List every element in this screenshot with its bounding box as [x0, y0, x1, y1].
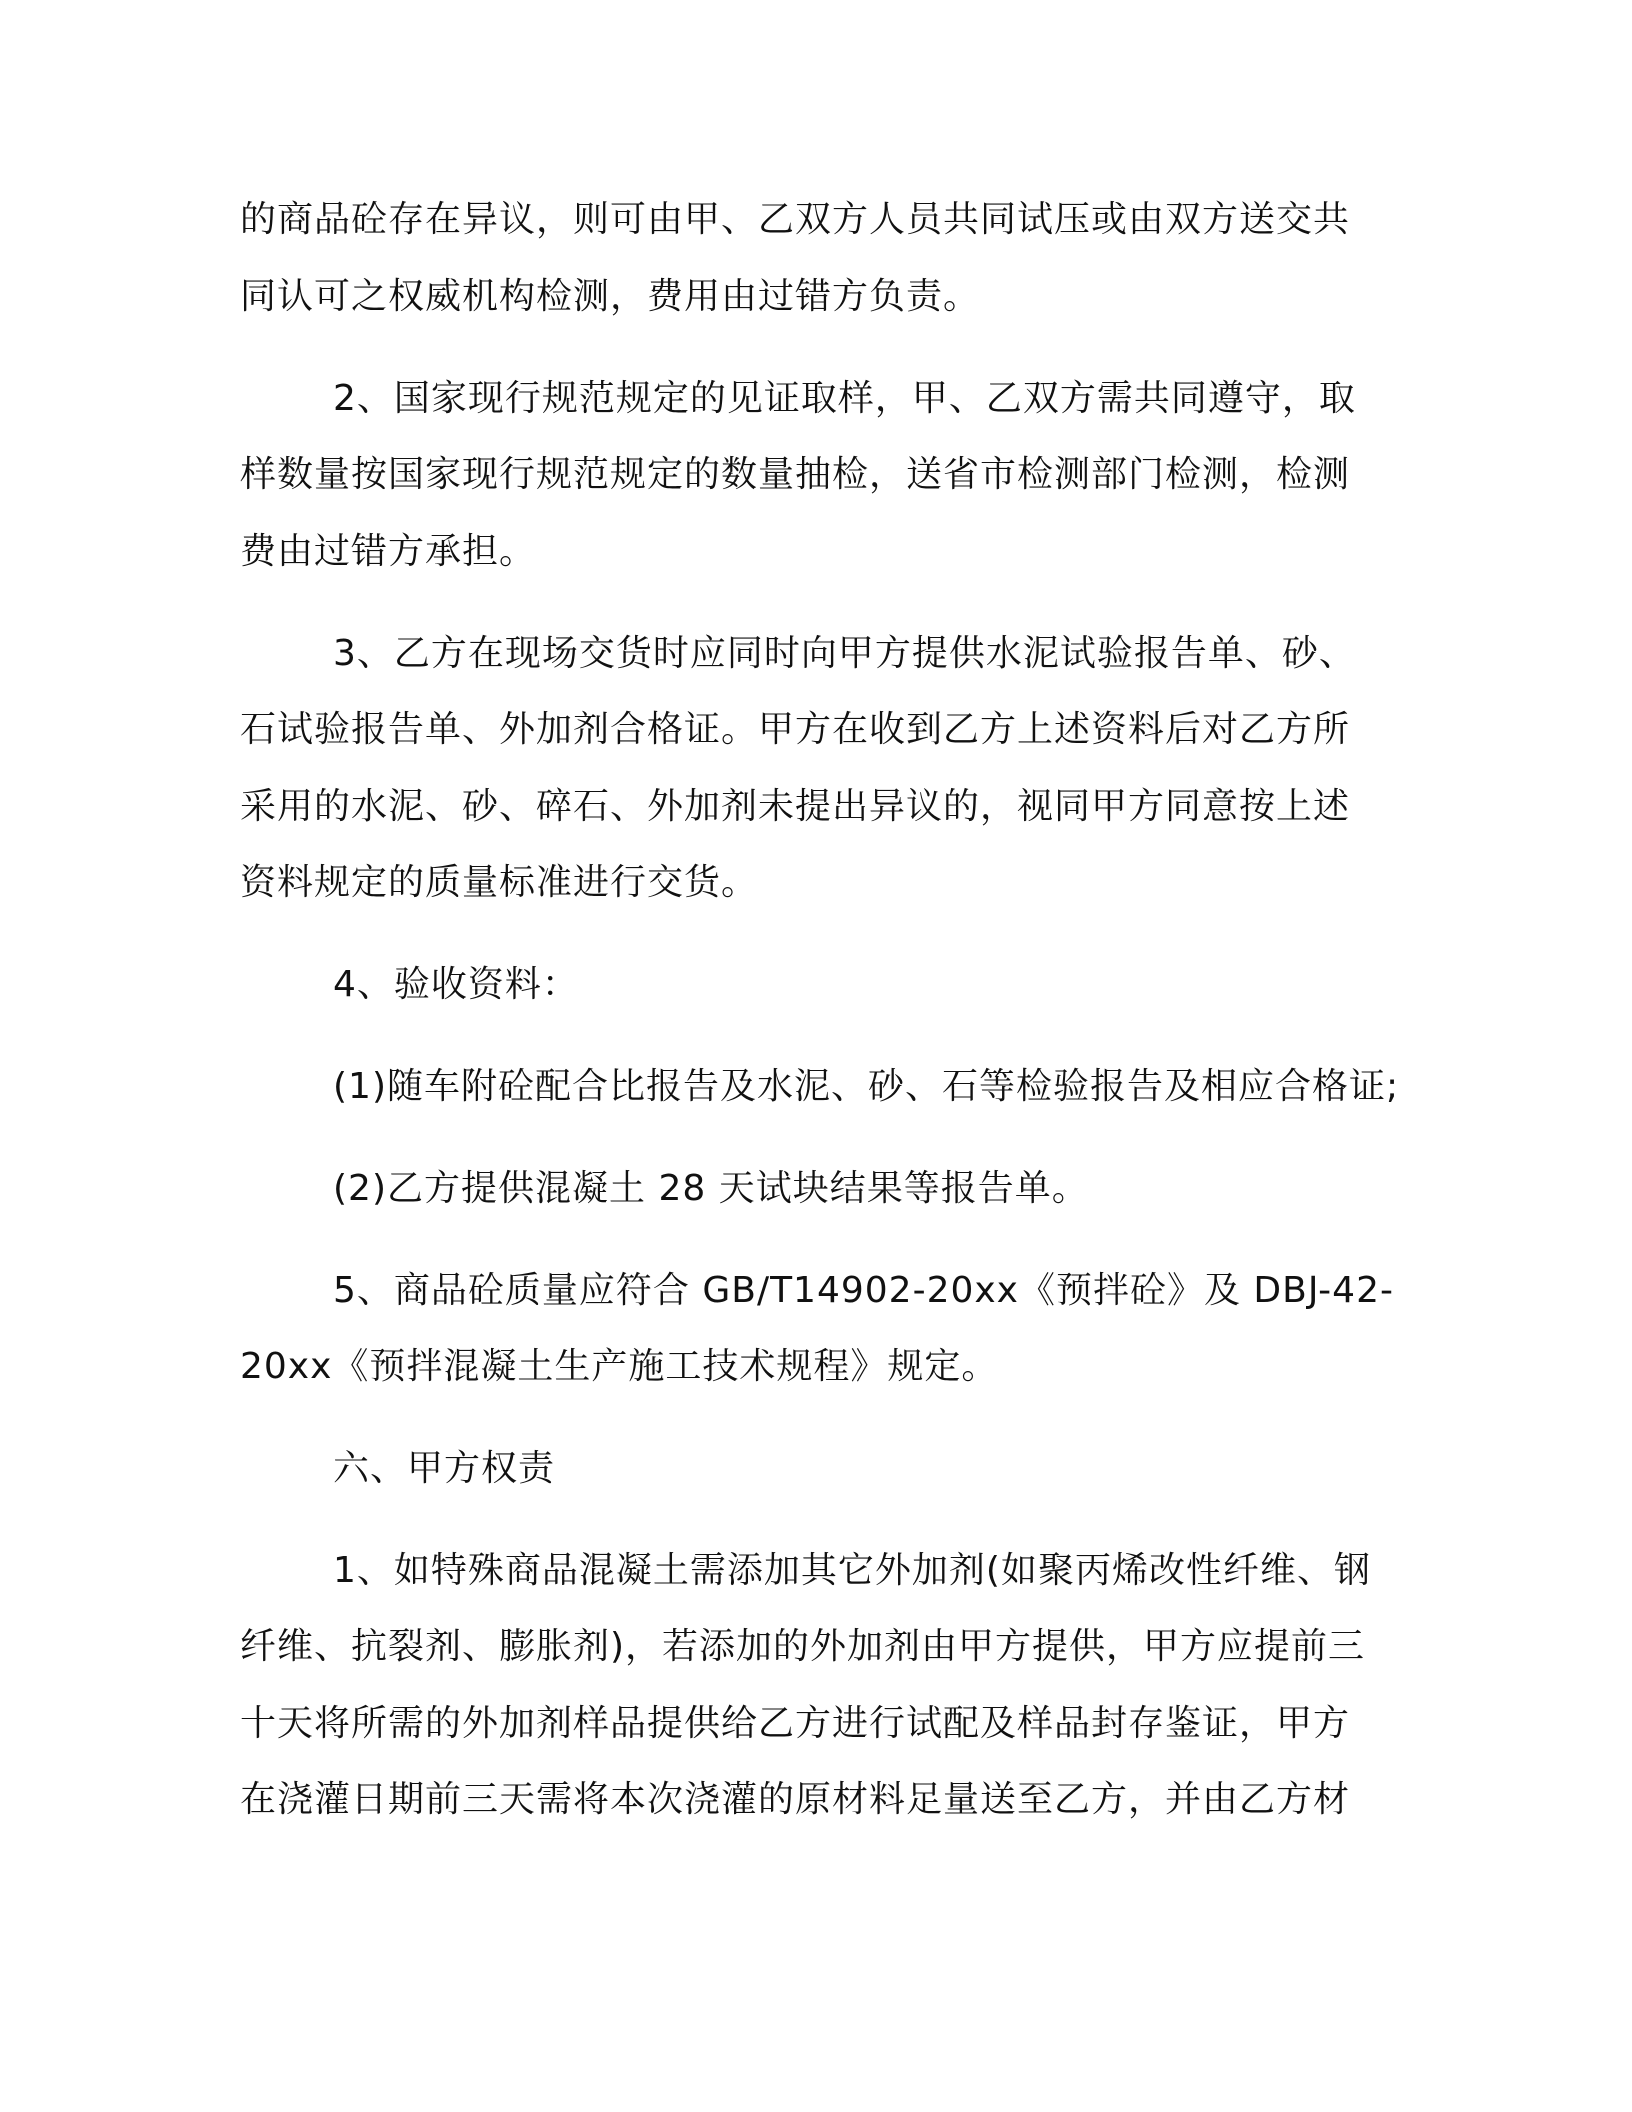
text-line: 5、商品砼质量应符合 GB/T14902-20xx《预拌砼》及 DBJ-42-	[333, 1270, 1394, 1311]
text-line: 样数量按国家现行规范规定的数量抽检，送省市检测部门检测，检测	[240, 454, 1351, 495]
text-line: 十天将所需的外加剂样品提供给乙方进行试配及样品封存鉴证，甲方	[240, 1703, 1351, 1744]
text-line: (2)乙方提供混凝土 28 天试块结果等报告单。	[333, 1168, 1089, 1209]
text-line: 同认可之权威机构检测，费用由过错方负责。	[240, 276, 981, 317]
text-line: 1、如特殊商品混凝土需添加其它外加剂(如聚丙烯改性纤维、钢	[333, 1550, 1371, 1591]
text-line: (1)随车附砼配合比报告及水泥、砂、石等检验报告及相应合格证;	[333, 1066, 1400, 1107]
text-line: 采用的水泥、砂、碎石、外加剂未提出异议的，视同甲方同意按上述	[240, 786, 1351, 827]
text-line: 石试验报告单、外加剂合格证。甲方在收到乙方上述资料后对乙方所	[240, 709, 1351, 750]
text-line: 费由过错方承担。	[240, 531, 537, 572]
text-line: 4、验收资料：	[333, 964, 579, 1005]
text-line: 资料规定的质量标准进行交货。	[240, 862, 759, 903]
text-line: 在浇灌日期前三天需将本次浇灌的原材料足量送至乙方，并由乙方材	[240, 1779, 1351, 1820]
text-line: 20xx《预拌混凝土生产施工技术规程》规定。	[240, 1346, 999, 1387]
section-heading: 六、甲方权责	[333, 1448, 556, 1489]
text-line: 纤维、抗裂剂、膨胀剂)，若添加的外加剂由甲方提供，甲方应提前三	[240, 1626, 1366, 1667]
text-line: 3、乙方在现场交货时应同时向甲方提供水泥试验报告单、砂、	[333, 633, 1356, 674]
text-line: 2、国家现行规范规定的见证取样，甲、乙双方需共同遵守，取	[333, 378, 1356, 419]
text-line: 的商品砼存在异议，则可由甲、乙双方人员共同试压或由双方送交共	[240, 199, 1351, 240]
